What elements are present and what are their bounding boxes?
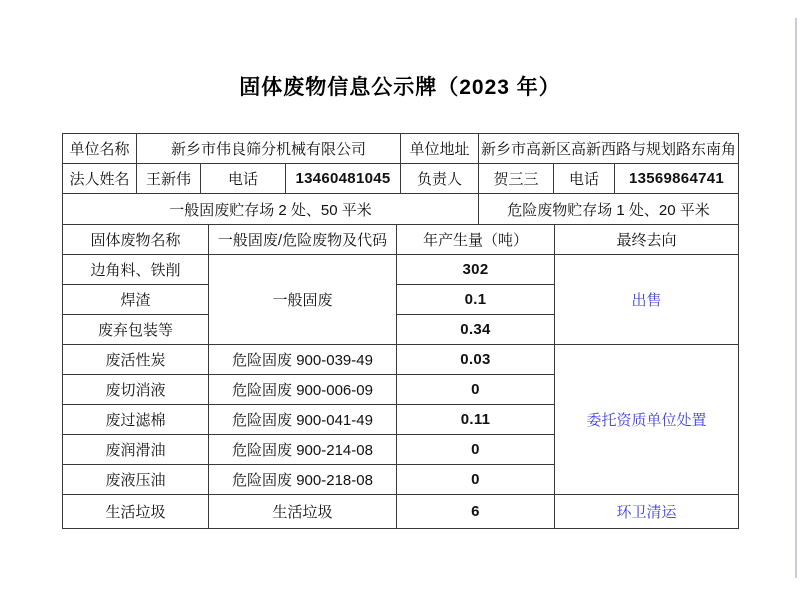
col-header-code: 一般固废/危险废物及代码 [209, 225, 397, 255]
waste-header-row [63, 225, 739, 255]
waste-name: 废切消液 [63, 375, 209, 405]
destination-domestic: 环卫清运 [555, 495, 739, 529]
manager-value: 贺三三 [479, 164, 554, 194]
waste-amount: 0.11 [397, 405, 555, 435]
table-row [63, 495, 739, 529]
page-edge-line [795, 18, 797, 578]
notice-board [62, 133, 738, 529]
hazard-storage-cell: 危险废物贮存场 1 处、20 平米 [479, 194, 739, 225]
table-row [63, 255, 739, 285]
waste-code: 危险固废 900-214-08 [209, 435, 397, 465]
legal-name-value: 王新伟 [137, 164, 201, 194]
info-table [62, 133, 739, 194]
waste-name: 废液压油 [63, 465, 209, 495]
manager-label: 负责人 [401, 164, 479, 194]
destination-hazard: 委托资质单位处置 [555, 345, 739, 495]
col-header-amount: 年产生量（吨） [397, 225, 555, 255]
unit-name-label: 单位名称 [63, 134, 137, 164]
unit-name-value: 新乡市伟良筛分机械有限公司 [137, 134, 401, 164]
waste-name: 生活垃圾 [63, 495, 209, 529]
waste-name: 焊渣 [63, 285, 209, 315]
waste-amount: 6 [397, 495, 555, 529]
phone1-label: 电话 [201, 164, 286, 194]
legal-name-label: 法人姓名 [63, 164, 137, 194]
waste-name: 废弃包装等 [63, 315, 209, 345]
waste-name: 废过滤棉 [63, 405, 209, 435]
waste-amount: 0 [397, 375, 555, 405]
waste-code: 危险固废 900-006-09 [209, 375, 397, 405]
col-header-destination: 最终去向 [555, 225, 739, 255]
waste-amount: 0.34 [397, 315, 555, 345]
phone2-value: 13569864741 [615, 164, 739, 194]
waste-code: 危险固废 900-041-49 [209, 405, 397, 435]
waste-name: 废活性炭 [63, 345, 209, 375]
waste-code: 危险固废 900-039-49 [209, 345, 397, 375]
waste-category-general: 一般固废 [209, 255, 397, 345]
unit-addr-value: 新乡市高新区高新西路与规划路东南角 [479, 134, 739, 164]
col-header-waste-name: 固体废物名称 [63, 225, 209, 255]
waste-name: 废润滑油 [63, 435, 209, 465]
waste-code: 危险固废 900-218-08 [209, 465, 397, 495]
waste-amount: 0.1 [397, 285, 555, 315]
waste-amount: 0.03 [397, 345, 555, 375]
waste-table [62, 224, 739, 529]
phone1-value: 13460481045 [286, 164, 401, 194]
waste-amount: 0 [397, 435, 555, 465]
destination-general: 出售 [555, 255, 739, 345]
table-row [63, 134, 739, 164]
storage-table [62, 193, 739, 225]
waste-amount: 302 [397, 255, 555, 285]
table-row [63, 345, 739, 375]
page-title: 固体废物信息公示牌（2023 年） [239, 76, 561, 99]
waste-amount: 0 [397, 465, 555, 495]
table-row [63, 164, 739, 194]
unit-addr-label: 单位地址 [401, 134, 479, 164]
table-row [63, 194, 739, 225]
waste-name: 边角料、铁削 [63, 255, 209, 285]
general-storage-cell: 一般固废贮存场 2 处、50 平米 [63, 194, 479, 225]
phone2-label: 电话 [554, 164, 615, 194]
waste-code: 生活垃圾 [209, 495, 397, 529]
